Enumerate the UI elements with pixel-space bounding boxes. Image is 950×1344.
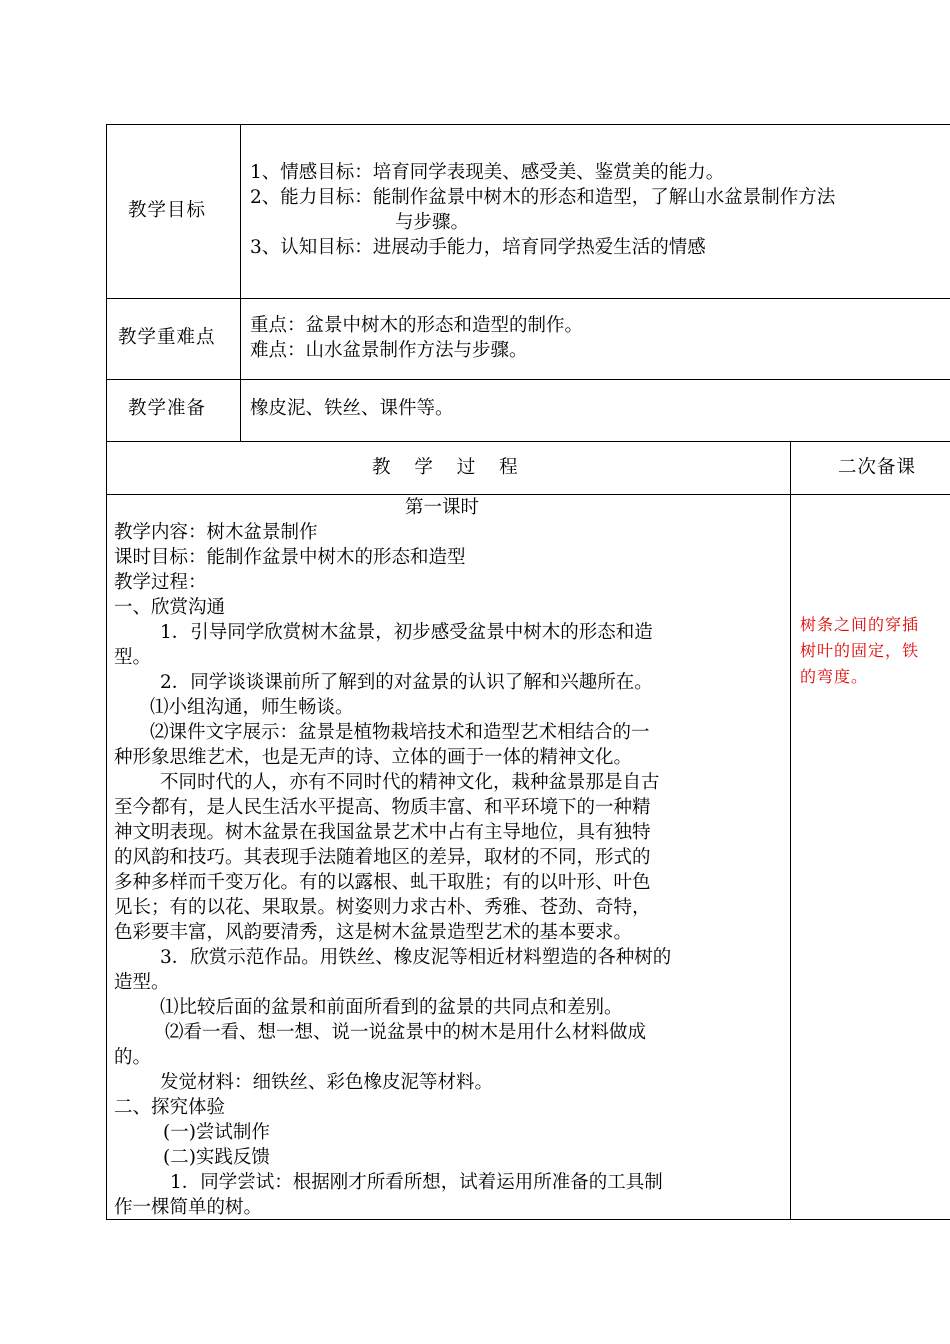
body-line: (一)尝试制作 (163, 1122, 270, 1143)
body-line: ⑵看一看、想一想、说一说盆景中的树木是用什么材料做成 (165, 1022, 647, 1043)
process-header: 教 学 过 程 (372, 457, 520, 478)
row-divider (107, 494, 950, 495)
body-line: 造型。 (114, 972, 170, 993)
body-line: 的风韵和技巧。其表现手法随着地区的差异，取材的不同，形式的 (114, 847, 651, 868)
body-line: 型。 (114, 647, 152, 668)
goals-line-2: 2、能力目标：能制作盆景中树木的形态和造型，了解山水盆景制作方法 (250, 187, 836, 208)
body-line: 二、探究体验 (114, 1097, 226, 1118)
body-line: 课时目标：能制作盆景中树木的形态和造型 (114, 547, 466, 568)
row-divider (107, 298, 950, 299)
side-note-line: 树条之间的穿插 (800, 615, 920, 634)
body-line: ⑵课件文字展示：盆景是植物栽培技术和造型艺术相结合的一 (150, 722, 650, 743)
label-column-divider (240, 125, 241, 442)
difficulty-line: 难点：山水盆景制作方法与步骤。 (250, 340, 528, 361)
second-prep-header: 二次备课 (838, 457, 917, 478)
side-note-line: 的弯度。 (800, 667, 869, 686)
goals-line-1: 1、情感目标：培育同学表现美、感受美、鉴赏美的能力。 (250, 162, 725, 183)
row-divider (107, 379, 950, 380)
notes-column-divider (790, 441, 791, 1220)
goals-line-2-cont: 与步骤。 (395, 212, 470, 233)
body-line: (二)实践反馈 (163, 1147, 270, 1168)
body-line: 神文明表现。树木盆景在我国盆景艺术中占有主导地位，具有独特 (114, 822, 651, 843)
body-line: 不同时代的人，亦有不同时代的精神文化，栽种盆景那是自古 (160, 772, 660, 793)
body-line: 2．同学谈谈课前所了解到的对盆景的认识了解和兴趣所在。 (160, 672, 653, 693)
preparation-text: 橡皮泥、铁丝、课件等。 (250, 398, 454, 419)
body-line: 多种多样而千变万化。有的以露根、虬干取胜；有的以叶形、叶色 (114, 872, 651, 893)
body-line: 见长；有的以花、果取景。树姿则力求古朴、秀雅、苍劲、奇特， (114, 897, 651, 918)
key-point-line: 重点：盆景中树木的形态和造型的制作。 (250, 315, 584, 336)
body-line: 至今都有，是人民生活水平提高、物质丰富、和平环境下的一种精 (114, 797, 651, 818)
row-divider (107, 441, 950, 442)
body-line: 的。 (114, 1047, 152, 1068)
side-note-line: 树叶的固定，铁 (800, 641, 920, 660)
body-line: 1．同学尝试：根据刚才所看所想，试着运用所准备的工具制 (170, 1172, 663, 1193)
preparation-label: 教学准备 (128, 398, 207, 419)
key-points-label: 教学重难点 (118, 327, 216, 348)
body-line: 发觉材料：细铁丝、彩色橡皮泥等材料。 (160, 1072, 494, 1093)
lesson-session-title: 第一课时 (405, 497, 480, 518)
body-line: 一、欣赏沟通 (114, 597, 226, 618)
body-line: 教学内容：树木盆景制作 (114, 522, 318, 543)
body-line: 色彩要丰富，风韵要清秀，这是树木盆景造型艺术的基本要求。 (114, 922, 633, 943)
goals-label: 教学目标 (128, 200, 207, 221)
body-line: ⑴比较后面的盆景和前面所看到的盆景的共同点和差别。 (160, 997, 623, 1018)
body-line: 种形象思维艺术，也是无声的诗、立体的画于一体的精神文化。 (114, 747, 633, 768)
body-line: 3．欣赏示范作品。用铁丝、橡皮泥等相近材料塑造的各种树的 (160, 947, 672, 968)
body-line: 作一棵简单的树。 (114, 1197, 263, 1218)
body-line: ⑴小组沟通，师生畅谈。 (150, 697, 354, 718)
body-line: 教学过程： (114, 572, 207, 593)
goals-line-3: 3、认知目标：进展动手能力，培育同学热爱生活的情感 (250, 237, 706, 258)
body-line: 1．引导同学欣赏树木盆景，初步感受盆景中树木的形态和造 (160, 622, 653, 643)
